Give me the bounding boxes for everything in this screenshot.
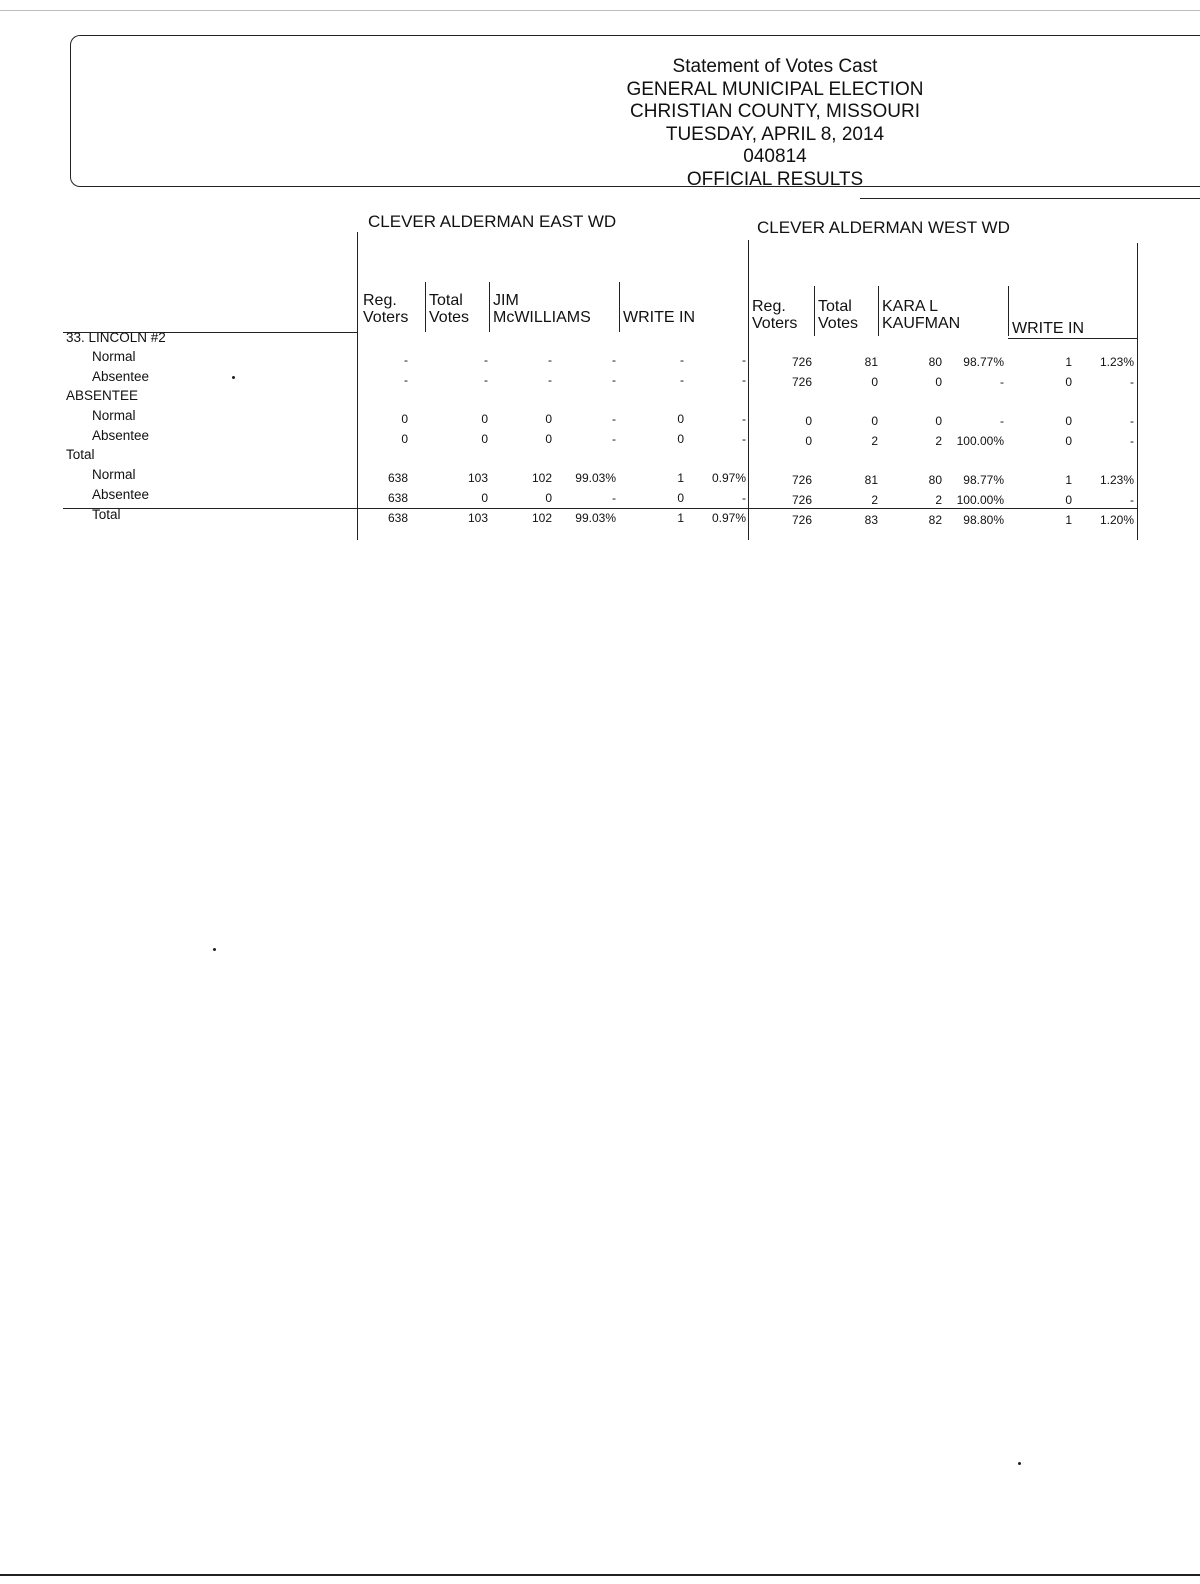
- east-cell: -: [612, 432, 616, 446]
- east-cell: 0: [481, 412, 488, 426]
- row-label: Absentee: [92, 487, 150, 502]
- west-write-in-header: WRITE IN: [1012, 320, 1084, 337]
- east-cell: -: [742, 491, 746, 505]
- total-row-rule: [63, 508, 1138, 509]
- west-cell: 2: [871, 434, 878, 448]
- east-cell: -: [612, 353, 616, 367]
- scan-speck: [213, 948, 216, 951]
- east-cell: -: [612, 412, 616, 426]
- east-cell: 0: [545, 432, 552, 446]
- west-cell: 81: [864, 355, 878, 369]
- west-cell: -: [1130, 434, 1134, 448]
- west-cell: 80: [928, 473, 942, 487]
- west-cell: 0: [935, 375, 942, 389]
- east-cell: -: [742, 373, 746, 387]
- east-cell: -: [612, 373, 616, 387]
- row-label: Absentee: [92, 369, 150, 384]
- east-cell: 638: [387, 511, 408, 525]
- east-cell: 0: [677, 432, 684, 446]
- east-cell: 99.03%: [575, 471, 616, 485]
- west-cell: 726: [791, 473, 812, 487]
- east-cell: 1: [677, 511, 684, 525]
- west-cell: -: [1130, 375, 1134, 389]
- west-cell: -: [1000, 414, 1004, 428]
- row-label: Normal: [92, 349, 136, 364]
- west-cell: 0: [871, 414, 878, 428]
- contest-title-west: CLEVER ALDERMAN WEST WD: [757, 218, 1010, 237]
- east-reg-voters-header: Reg. Voters: [363, 292, 409, 326]
- west-cell: 1: [1065, 513, 1072, 527]
- west-cell: 80: [928, 355, 942, 369]
- east-col-sep-2: [489, 282, 490, 332]
- west-total-votes-header: Total Votes: [818, 298, 859, 332]
- row-label: Normal: [92, 408, 136, 423]
- west-cell: -: [1130, 414, 1134, 428]
- east-cell: -: [680, 373, 684, 387]
- west-cell: 726: [791, 493, 812, 507]
- east-cell: -: [742, 432, 746, 446]
- east-cell: -: [484, 373, 488, 387]
- scan-speck: [1018, 1462, 1021, 1465]
- west-cell: 100.00%: [956, 434, 1004, 448]
- west-cell: 98.80%: [963, 513, 1004, 527]
- west-cell: -: [1000, 375, 1004, 389]
- bottom-rule: [0, 1574, 1200, 1576]
- west-cell: 2: [935, 493, 942, 507]
- west-cell: 0: [1065, 414, 1072, 428]
- east-cell: 102: [531, 471, 552, 485]
- east-cell: -: [742, 412, 746, 426]
- west-cell: 0: [1065, 375, 1072, 389]
- east-cell: 102: [531, 511, 552, 525]
- header-underline: [860, 198, 1200, 199]
- election-name: GENERAL MUNICIPAL ELECTION: [626, 78, 924, 100]
- west-candidate-header: KARA L KAUFMAN: [882, 298, 961, 332]
- west-cell: 1.23%: [1099, 473, 1134, 487]
- east-candidate-header: JIM McWILLIAMS: [493, 292, 591, 326]
- west-cell: 0: [1065, 434, 1072, 448]
- west-cell: 98.77%: [963, 473, 1004, 487]
- west-cell: 100.00%: [956, 493, 1004, 507]
- row-label: Total: [92, 507, 121, 522]
- west-cell: -: [1130, 493, 1134, 507]
- east-cell: -: [548, 373, 552, 387]
- east-cell: -: [404, 353, 408, 367]
- east-cell: 0: [545, 412, 552, 426]
- east-col-sep-1: [425, 282, 426, 332]
- west-cell: 82: [928, 513, 942, 527]
- east-cell: -: [680, 353, 684, 367]
- report-title: Statement of Votes Cast: [672, 56, 878, 77]
- east-cell: 0: [677, 412, 684, 426]
- west-col-sep-1: [814, 286, 815, 336]
- east-cell: 0: [677, 491, 684, 505]
- west-cell: 726: [791, 375, 812, 389]
- west-cell: 0: [935, 414, 942, 428]
- west-reg-voters-header: Reg. Voters: [752, 298, 798, 332]
- divider-border: [748, 240, 749, 540]
- west-cell: 98.77%: [963, 355, 1004, 369]
- west-cell: 1.23%: [1099, 355, 1134, 369]
- row-label: Absentee: [92, 428, 150, 443]
- east-cell: 0.97%: [711, 511, 746, 525]
- east-col-sep-3: [619, 282, 620, 332]
- west-cell: 1: [1065, 473, 1072, 487]
- west-cell: 1.20%: [1099, 513, 1134, 527]
- east-write-in-header: WRITE IN: [623, 309, 695, 326]
- east-cell: 103: [467, 511, 488, 525]
- east-cell: 0: [401, 412, 408, 426]
- west-cell: 81: [864, 473, 878, 487]
- west-cell: 2: [935, 434, 942, 448]
- east-cell: -: [742, 353, 746, 367]
- east-cell: 0: [481, 491, 488, 505]
- west-cell: 0: [1065, 493, 1072, 507]
- west-cell: 726: [791, 513, 812, 527]
- election-code: 040814: [743, 146, 807, 167]
- election-date: TUESDAY, APRIL 8, 2014: [665, 123, 885, 145]
- west-right-border: [1137, 243, 1138, 540]
- west-cell: 0: [871, 375, 878, 389]
- row-label: ABSENTEE: [66, 388, 139, 403]
- east-cell: 0.97%: [711, 471, 746, 485]
- results-status: OFFICIAL RESULTS: [686, 168, 864, 190]
- east-cell: 1: [677, 471, 684, 485]
- east-cell: 638: [387, 491, 408, 505]
- west-cell: 2: [871, 493, 878, 507]
- east-cell: 0: [401, 432, 408, 446]
- top-rule: [0, 10, 1200, 11]
- report-header: [600, 56, 950, 191]
- scan-speck: [232, 376, 235, 379]
- contest-title-east: CLEVER ALDERMAN EAST WD: [368, 212, 617, 231]
- west-col-sep-2: [878, 286, 879, 336]
- east-cell: 0: [481, 432, 488, 446]
- west-cell: 83: [864, 513, 878, 527]
- east-cell: -: [484, 353, 488, 367]
- east-total-votes-header: Total Votes: [429, 292, 470, 326]
- east-cell: 103: [467, 471, 488, 485]
- west-cell: 726: [791, 355, 812, 369]
- west-cell: 0: [805, 414, 812, 428]
- east-cell: -: [404, 373, 408, 387]
- east-cell: 0: [545, 491, 552, 505]
- county-name: CHRISTIAN COUNTY, MISSOURI: [630, 101, 920, 122]
- header-row-rule-right: [1008, 338, 1138, 339]
- west-col-sep-3: [1008, 286, 1009, 336]
- east-cell: -: [612, 491, 616, 505]
- row-label: Total: [66, 447, 95, 462]
- east-cell: -: [548, 353, 552, 367]
- east-cell: 638: [387, 471, 408, 485]
- west-cell: 0: [805, 434, 812, 448]
- east-cell: 99.03%: [575, 511, 616, 525]
- row-label: 33. LINCOLN #2: [66, 330, 166, 345]
- row-label: Normal: [92, 467, 136, 482]
- west-cell: 1: [1065, 355, 1072, 369]
